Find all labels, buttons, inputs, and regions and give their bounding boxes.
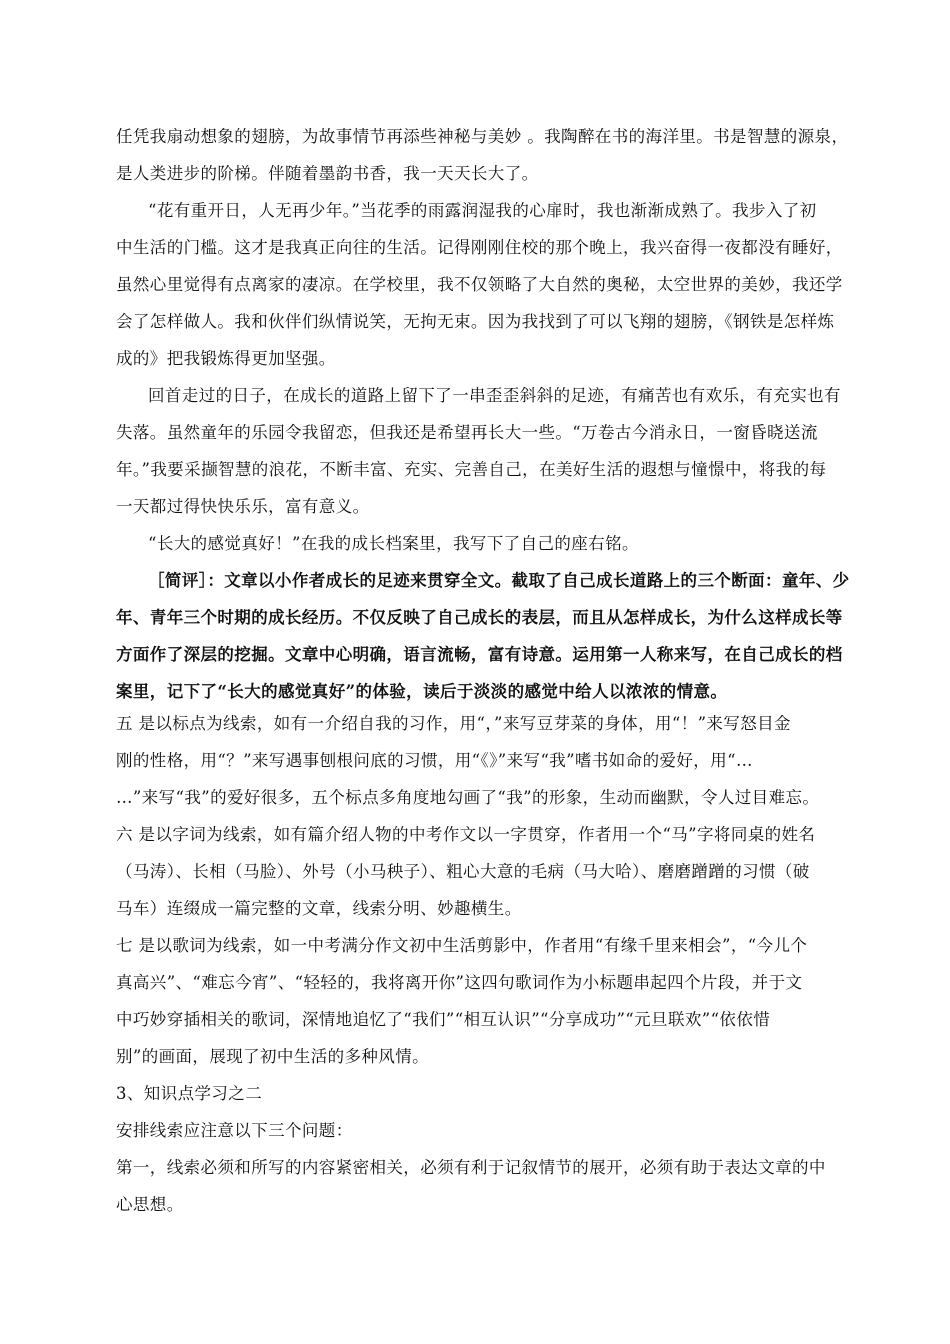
text-line: 中巧妙穿插相关的歌词，深情地追忆了“我们”“相互认识”“分享成功”“元旦联欢”“依依惜 [116, 1010, 771, 1029]
text-line: 失落。虽然童年的乐园令我留恋，但我还是希望再长大一些。“万卷古今消永日，一窗昏晓送流 [116, 423, 818, 442]
text-line: 心思想。 [116, 1195, 184, 1214]
review-line: 年、青年三个时期的成长经历。不仅反映了自己成长的表层，而且从怎样成长，为什么这样成长等 [116, 608, 843, 627]
text-line: 是人类进步的阶梯。伴随着墨韵书香，我一天天长大了。 [116, 164, 539, 183]
text-line: “长大的感觉真好！”在我的成长档案里，我写下了自己的座右铭。 [148, 534, 639, 553]
text-line: 安排线索应注意以下三个问题： [116, 1121, 353, 1140]
text-line: …”来写“我”的爱好很多，五个标点多角度地勾画了“我”的形象，生动而幽默，令人过目难忘。 [116, 788, 820, 807]
text-line: 刚的性格，用“？”来写遇事刨根问底的习惯，用“《》”来写“我”嗜书如命的爱好，用“… [116, 751, 753, 770]
text-line: 会了怎样做人。我和伙伴们纵情说笑，无拘无束。因为我找到了可以飞翔的翅膀，《钢铁是怎样炼 [116, 312, 835, 331]
text-line: “花有重开日，人无再少年。”当花季的雨露润湿我的心扉时，我也渐渐成熟了。我步入了初 [148, 201, 817, 220]
text-line: 别”的画面，展现了初中生活的多种风情。 [116, 1047, 430, 1066]
text-line: 真高兴”、“难忘今宵”、“轻轻的，我将离开你”这四句歌词作为小标题串起四个片段，并于文 [116, 973, 803, 992]
text-line: 马车）连缀成一篇完整的文章，线索分明、妙趣横生。 [116, 899, 522, 918]
section-heading: 3、知识点学习之二 [116, 1084, 263, 1103]
review-line: 方面作了深层的挖掘。文章中心明确，语言流畅，富有诗意。运用第一人称来写，在自己成长的档 [116, 645, 843, 664]
text-line: 五 是以标点为线索，如有一介绍自我的习作，用“，”来写豆芽菜的身体，用“！”来写怒目金 [116, 714, 791, 733]
text-line: 六 是以字词为线索，如有篇介绍人物的中考作文以一字贯穿，作者用一个“马”字将同桌的姓名 [116, 825, 816, 844]
text-line: 任凭我扇动想象的翅膀，为故事情节再添些神秘与美妙 。我陶醉在书的海洋里。书是智慧的源泉， [116, 127, 849, 146]
text-line: 虽然心里觉得有点离家的凄凉。在学校里，我不仅领略了大自然的奥秘，太空世界的美妙，我还学 [116, 275, 843, 294]
text-line: 一天都过得快快乐乐，富有意义。 [116, 497, 370, 516]
text-line: 成的》把我锻炼得更加坚强。 [116, 349, 336, 368]
text-line: 七 是以歌词为线索，如一中考满分作文初中生活剪影中，作者用“有缘千里来相会”，“今儿个 [116, 936, 808, 955]
text-line: 回首走过的日子，在成长的道路上留下了一串歪歪斜斜的足迹，有痛苦也有欢乐，有充实也有 [148, 386, 841, 405]
text-line: 年。”我要采撷智慧的浪花，不断丰富、充实、完善自己，在美好生活的遐想与憧憬中，将我的每 [116, 460, 827, 479]
review-line: ［简评］：文章以小作者成长的足迹来贯穿全文。截取了自己成长道路上的三个断面：童年、少 [148, 571, 850, 590]
review-line: 案里，记下了“长大的感觉真好”的体验，读后于淡淡的感觉中给人以浓浓的情意。 [116, 682, 728, 701]
text-line: 第一，线索必须和所写的内容紧密相关，必须有利于记叙情节的展开，必须有助于表达文章的中 [116, 1158, 826, 1177]
text-line: （马涛）、长相（马脸）、外号（小马秧子）、粗心大意的毛病（马大哈）、磨磨蹭蹭的习惯（破 [116, 862, 810, 881]
text-line: 中生活的门槛。这才是我真正向往的生活。记得刚刚住校的那个晚上，我兴奋得一夜都没有睡好， [116, 238, 843, 257]
